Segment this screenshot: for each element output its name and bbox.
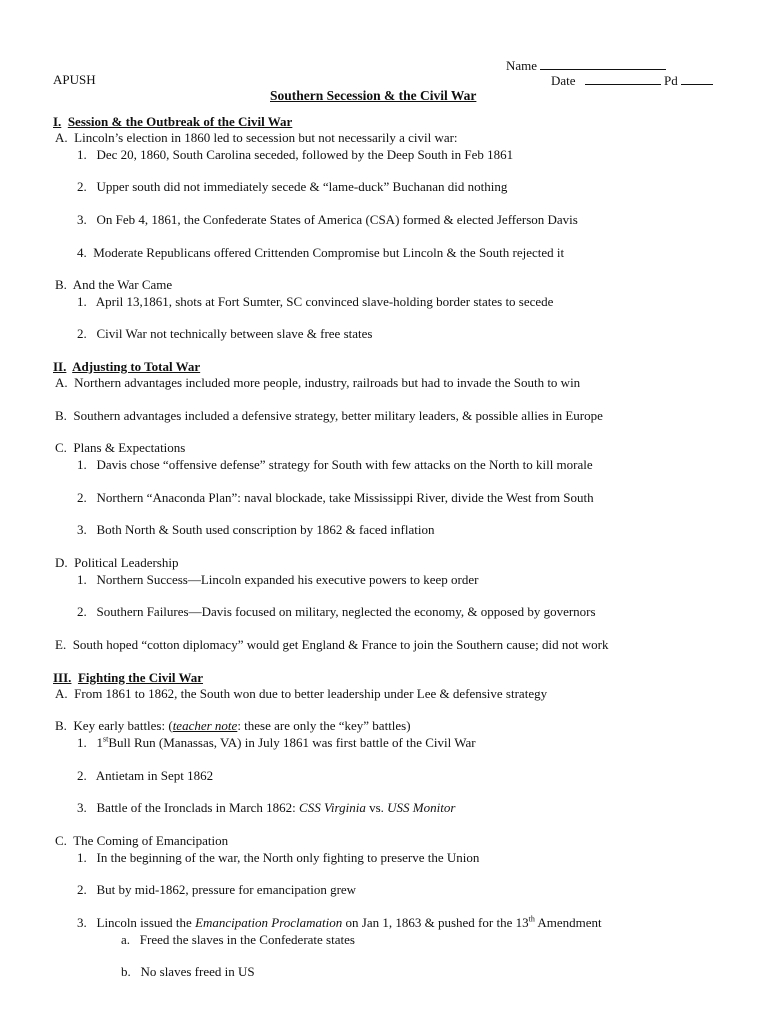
section-3-number: III. <box>53 670 72 685</box>
item-3b-3: 3. Battle of the Ironclads in March 1862: CSS Virginia vs. USS Monitor <box>77 800 456 815</box>
item-3c-3-b: b. No slaves freed in US <box>121 964 255 979</box>
item-2d-1: 1. Northern Success—Lincoln expanded his executive powers to keep order <box>77 572 479 587</box>
item-3c: C. The Coming of Emancipation <box>55 833 229 848</box>
item-2c-1: 1. Davis chose “offensive defense” strategy for South with few attacks on the North to kill morale <box>77 457 593 472</box>
date-label: Date <box>551 73 576 88</box>
item-2c-3: 3. Both North & South used conscription by 1862 & faced inflation <box>77 522 435 537</box>
item-1a-4: 4. Moderate Republicans offered Crittenden Compromise but Lincoln & the South rejected it <box>77 245 565 260</box>
item-3c-3: 3. Lincoln issued the Emancipation Proclamation on Jan 1, 1863 & pushed for the 13th Amendment <box>77 914 602 930</box>
section-1-heading <box>53 115 292 128</box>
item-1b: B. And the War Came <box>55 277 173 292</box>
section-2-heading <box>53 360 200 373</box>
item-3b: B. Key early battles: (teacher note: these are only the “key” battles) <box>55 718 411 733</box>
item-1b-2: 2. Civil War not technically between slave & free states <box>77 326 373 341</box>
item-1a: A. Lincoln’s election in 1860 led to secession but not necessarily a civil war: <box>55 130 458 145</box>
item-3a: A. From 1861 to 1862, the South won due to better leadership under Lee & defensive strategy <box>55 686 548 701</box>
page-title: Southern Secession & the Civil War <box>270 88 477 103</box>
section-2-title: Adjusting to Total War <box>72 359 201 374</box>
item-1b-1: 1. April 13,1861, shots at Fort Sumter, SC convinced slave-holding border states to secede <box>77 294 554 309</box>
section-3-title: Fighting the Civil War <box>77 670 204 685</box>
item-3c-1: 1. In the beginning of the war, the North only fighting to preserve the Union <box>77 850 480 865</box>
course-label: APUSH <box>53 72 96 87</box>
item-3c-3-a: a. Freed the slaves in the Confederate states <box>121 932 355 947</box>
item-1a-3: 3. On Feb 4, 1861, the Confederate States of America (CSA) formed & elected Jefferson Davis <box>77 212 578 227</box>
section-1-title: Session & the Outbreak of the Civil War <box>67 114 293 129</box>
item-1a-1: 1. Dec 20, 1860, South Carolina seceded, followed by the Deep South in Feb 1861 <box>77 147 514 162</box>
item-2a: A. Northern advantages included more people, industry, railroads but had to invade the South to win <box>55 375 581 390</box>
item-2c: C. Plans & Expectations <box>55 440 186 455</box>
date-period-line <box>551 73 713 87</box>
name-line <box>506 58 666 72</box>
section-3-heading <box>53 671 203 684</box>
teacher-note: teacher note <box>172 718 238 733</box>
period-blank[interactable] <box>681 73 713 85</box>
section-1-number: I. <box>53 114 62 129</box>
item-3c-2: 2. But by mid-1862, pressure for emancipation grew <box>77 882 357 897</box>
period-label: Pd <box>664 73 678 88</box>
item-1a-2: 2. Upper south did not immediately secede & “lame-duck” Buchanan did nothing <box>77 179 508 194</box>
date-blank[interactable] <box>585 73 661 85</box>
item-3b-1: 1. 1stBull Run (Manassas, VA) in July 1861 was first battle of the Civil War <box>77 734 476 750</box>
item-2c-2: 2. Northern “Anaconda Plan”: naval blockade, take Mississippi River, divide the West from South <box>77 490 594 505</box>
section-2-number: II. <box>53 359 67 374</box>
item-2b: B. Southern advantages included a defensive strategy, better military leaders, & possible allies in Europe <box>55 408 603 423</box>
item-2d-2: 2. Southern Failures—Davis focused on military, neglected the economy, & opposed by governors <box>77 604 596 619</box>
name-label: Name <box>506 58 538 73</box>
item-2e: E. South hoped “cotton diplomacy” would get England & France to join the Southern cause; did not work <box>55 637 609 652</box>
item-2d: D. Political Leadership <box>55 555 179 570</box>
item-3b-2: 2. Antietam in Sept 1862 <box>77 768 214 783</box>
name-blank[interactable] <box>540 58 666 70</box>
